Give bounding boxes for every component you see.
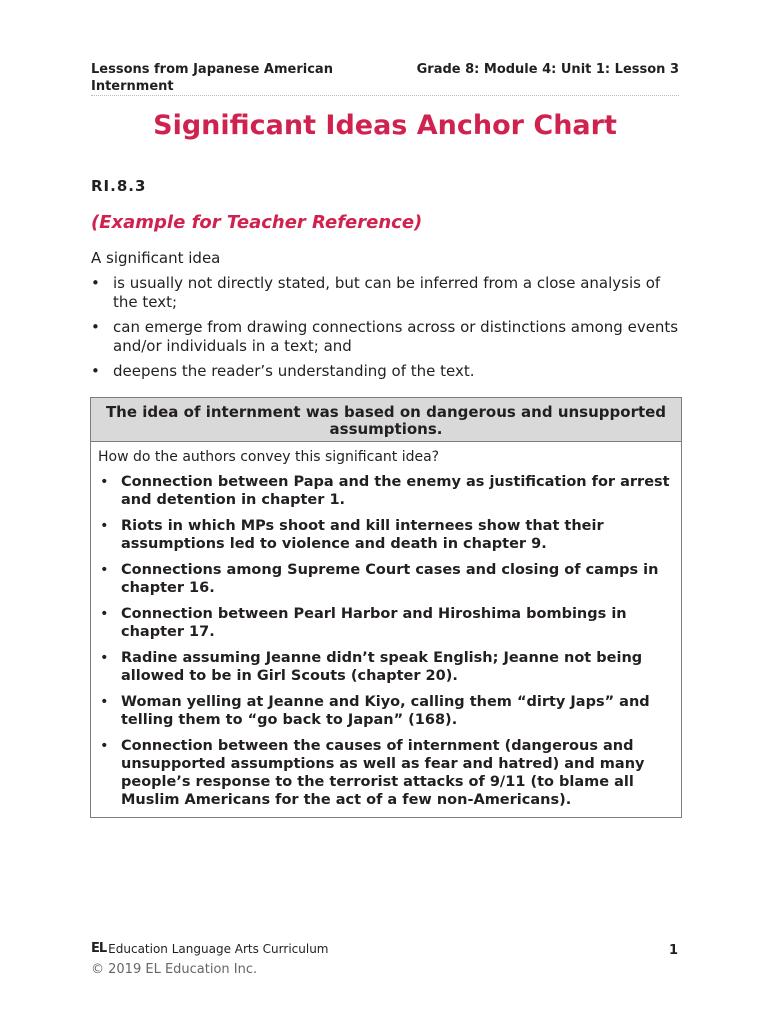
logo-text: Education Language Arts Curriculum xyxy=(108,941,329,956)
evidence-cell xyxy=(91,442,681,809)
evidence-item: • Connections among Supreme Court cases and closing of camps in chapter 16. xyxy=(98,561,673,597)
copyright-notice: © 2019 EL Education Inc. xyxy=(91,962,258,977)
page-title: Significant Ideas Anchor Chart xyxy=(153,110,617,141)
evidence-item: • Radine assuming Jeanne didn’t speak English; Jeanne not being allowed to be in Girl Scouts (chapter 20). xyxy=(98,649,673,685)
evidence-item: • Riots in which MPs shoot and kill internees show that their assumptions led to violence and death in chapter 9. xyxy=(98,517,673,553)
definition-list xyxy=(91,274,681,381)
anchor-chart-table xyxy=(90,397,682,818)
evidence-item: • Connection between Papa and the enemy as justification for arrest and detention in chapter 1. xyxy=(98,473,673,509)
evidence-item: • Connection between Pearl Harbor and Hiroshima bombings in chapter 17. xyxy=(98,605,673,641)
el-logo-mark: EL xyxy=(91,941,107,956)
el-education-logo xyxy=(91,941,328,956)
standard-code: RI.8.3 xyxy=(91,177,147,195)
significant-idea-heading: The idea of internment was based on dangerous and unsupported assumptions. xyxy=(91,398,681,442)
unit-title: Lessons from Japanese American Internment xyxy=(91,62,333,94)
guiding-question: How do the authors convey this significant idea? xyxy=(98,449,440,465)
evidence-list xyxy=(98,473,673,809)
lesson-reference: Grade 8: Module 4: Unit 1: Lesson 3 xyxy=(416,62,679,77)
page-number: 1 xyxy=(669,943,679,958)
header-divider xyxy=(91,95,679,96)
evidence-item: • Woman yelling at Jeanne and Kiyo, calling them “dirty Japs” and telling them to “go back to Japan” (168). xyxy=(98,693,673,729)
definition-section xyxy=(91,249,681,387)
definition-item: • is usually not directly stated, but can be inferred from a close analysis of the text; xyxy=(91,274,681,312)
definition-item: • can emerge from drawing connections across or distinctions among events and/or individuals in a text; and xyxy=(91,318,681,356)
definition-item: • deepens the reader’s understanding of the text. xyxy=(91,362,681,381)
page-header xyxy=(91,61,679,95)
evidence-item: • Connection between the causes of internment (dangerous and unsupported assumptions as well as fear and hatred) and many people’s response to the terrorist attacks of 9/11 (to blame all Muslim Americans for the act of a few non-Americans). xyxy=(98,737,673,809)
definition-lead: A significant idea xyxy=(91,249,221,267)
subtitle: (Example for Teacher Reference) xyxy=(91,212,423,233)
